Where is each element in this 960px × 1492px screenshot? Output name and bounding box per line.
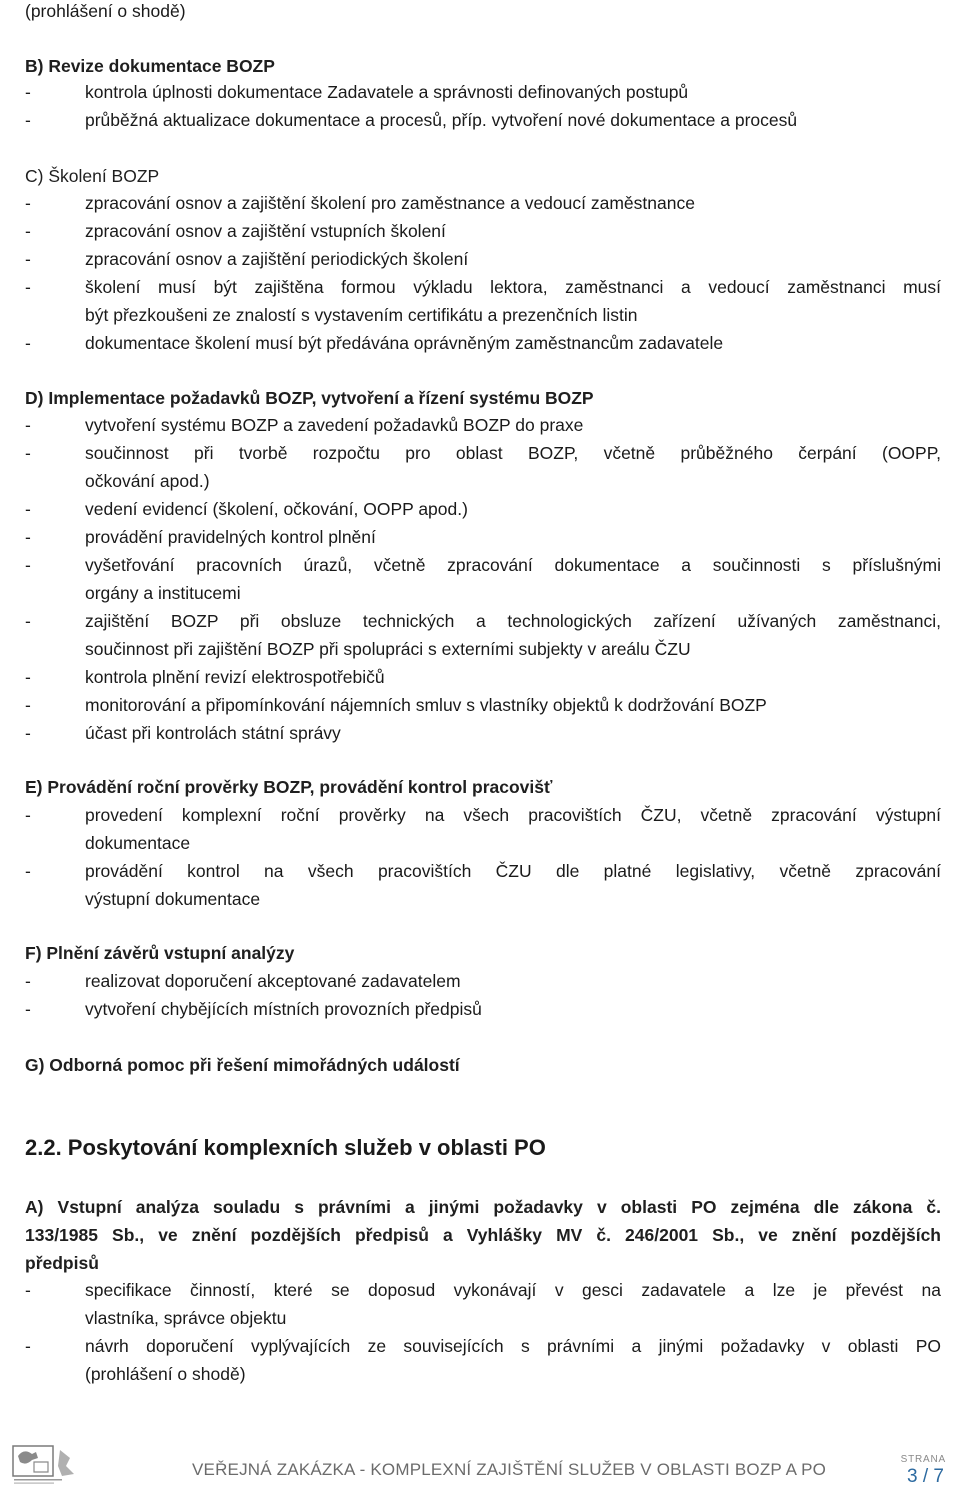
section-heading-b: B) Revize dokumentace BOZP — [25, 56, 275, 76]
dash: - — [25, 723, 31, 743]
list-item-text: vedení evidencí (školení, očkování, OOPP apod.) — [85, 499, 468, 519]
list-item-text: dokumentace školení musí být předávána oprávněným zaměstnancům zadavatele — [85, 333, 724, 353]
section-heading-d: D) Implementace požadavků BOZP, vytvoření a řízení systému BOZP — [25, 388, 594, 408]
list-item-text: očkování apod.) — [85, 471, 210, 491]
footer-title: VEŘEJNÁ ZAKÁZKA - KOMPLEXNÍ ZAJIŠTĚNÍ SLUŽEB V OBLASTI BOZP A PO — [192, 1460, 827, 1479]
dash: - — [25, 667, 31, 687]
page-label: STRANA — [900, 1454, 946, 1465]
list-item-text: provádění pravidelných kontrol plnění — [85, 527, 376, 547]
list-item-text: vlastníka, správce objektu — [85, 1308, 287, 1328]
dash: - — [25, 527, 31, 547]
list-item-text: návrh doporučení vyplývajících ze souvisejících s právními a jinými požadavky v oblasti PO — [85, 1336, 941, 1356]
dash: - — [25, 499, 31, 519]
dash: - — [25, 805, 31, 825]
list-item-text: průběžná aktualizace dokumentace a procesů, příp. vytvoření nové dokumentace a procesů — [85, 110, 798, 130]
list-item-text: specifikace činností, které se doposud vykonávají v gesci zadavatele a lze je převést na — [85, 1280, 941, 1300]
list-item-text: školení musí být zajištěna formou výkladu lektora, zaměstnanci a vedoucí zaměstnanci musí — [85, 277, 941, 297]
list-item-text: zpracování osnov a zajištění školení pro zaměstnance a vedoucí zaměstnance — [85, 193, 695, 213]
dash: - — [25, 611, 31, 631]
list-item-text: orgány a institucemi — [85, 583, 241, 603]
text-line: (prohlášení o shodě) — [25, 1, 186, 21]
section-heading-e: E) Provádění roční prověrky BOZP, provádění kontrol pracovišť — [25, 777, 553, 797]
dash: - — [25, 695, 31, 715]
list-item-text: provádění kontrol na všech pracovištích ČZU dle platné legislativy, včetně zpracování — [85, 861, 941, 881]
list-item-text: součinnost při tvorbě rozpočtu pro oblast BOZP, včetně průběžného čerpání (OOPP, — [85, 443, 941, 463]
list-item-text: vytvoření chybějících místních provozních předpisů — [85, 999, 482, 1019]
heading-line: 133/1985 Sb., ve znění pozdějších předpisů a Vyhlášky MV č. 246/2001 Sb., ve znění pozdějších — [25, 1225, 941, 1245]
list-item-text: kontrola úplnosti dokumentace Zadavatele a správnosti definovaných postupů — [85, 82, 689, 102]
dash: - — [25, 82, 31, 102]
list-item-text: kontrola plnění revizí elektrospotřebičů — [85, 667, 385, 687]
list-item-text: být přezkoušeni ze znalostí s vystavením certifikátu a prezenčních listin — [85, 305, 638, 325]
dash: - — [25, 1336, 31, 1356]
dash: - — [25, 443, 31, 463]
page-footer — [0, 1438, 960, 1492]
list-item-text: provedení komplexní roční prověrky na všech pracovištích ČZU, včetně zpracování výstupní — [85, 805, 941, 825]
list-item-text: zpracování osnov a zajištění vstupních školení — [85, 221, 446, 241]
list-item-text: realizovat doporučení akceptované zadavatelem — [85, 971, 461, 991]
list-item-text: součinnost při zajištění BOZP při spolupráci s externími subjekty v areálu ČZU — [85, 639, 691, 659]
section-heading-g: G) Odborná pomoc při řešení mimořádných událostí — [25, 1055, 460, 1075]
dash: - — [25, 861, 31, 881]
section-title-2-2: 2.2. Poskytování komplexních služeb v oblasti PO — [25, 1135, 546, 1160]
list-item-text: zajištění BOZP při obsluze technických a technologických zařízení užívaných zaměstnanci, — [85, 611, 941, 631]
dash: - — [25, 193, 31, 213]
dash: - — [25, 1280, 31, 1300]
section-heading-c: C) Školení BOZP — [25, 166, 160, 186]
heading-line: předpisů — [25, 1253, 99, 1273]
dash: - — [25, 277, 31, 297]
page-number: 3 / 7 — [907, 1466, 944, 1487]
dash: - — [25, 333, 31, 353]
list-item-text: vyšetřování pracovních úrazů, včetně zpracování dokumentace a součinnosti s příslušnými — [85, 555, 941, 575]
list-item-text: dokumentace — [85, 833, 191, 853]
dash: - — [25, 249, 31, 269]
list-item-text: výstupní dokumentace — [85, 889, 261, 909]
dash: - — [25, 415, 31, 435]
dash: - — [25, 110, 31, 130]
dash: - — [25, 555, 31, 575]
university-logo-icon — [12, 1444, 84, 1486]
list-item-text: vytvoření systému BOZP a zavedení požadavků BOZP do praxe — [85, 415, 584, 435]
list-item-text: účast při kontrolách státní správy — [85, 723, 341, 743]
dash: - — [25, 999, 31, 1019]
dash: - — [25, 221, 31, 241]
list-item-text: zpracování osnov a zajištění periodických školení — [85, 249, 469, 269]
section-heading-f: F) Plnění závěrů vstupní analýzy — [25, 943, 295, 963]
list-item-text: (prohlášení o shodě) — [85, 1364, 246, 1384]
list-item-text: monitorování a připomínkování nájemních smluv s vlastníky objektů k dodržování BOZP — [85, 695, 767, 715]
heading-line: A) Vstupní analýza souladu s právními a jinými požadavky v oblasti PO zejména dle zákona č. — [25, 1197, 941, 1217]
dash: - — [25, 971, 31, 991]
